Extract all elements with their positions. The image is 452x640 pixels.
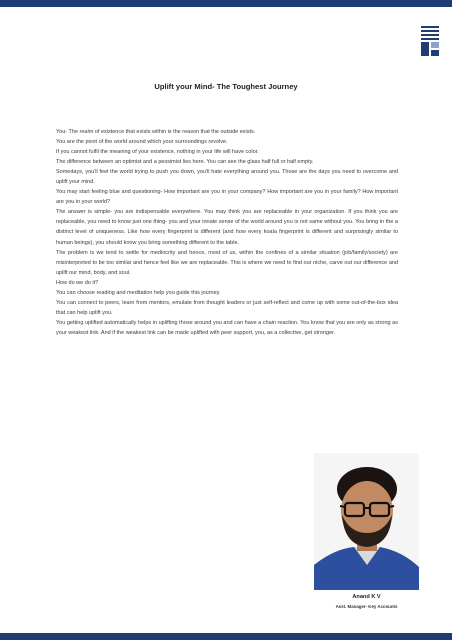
- article-paragraph: The answer is simple- you are indispensable everywhere. You may think you are replaceable in your organization. If you think you are replaceable, you need to know just one thing- you and your innate sense of the world around you is not same without you. You bring in the a distinct level of uniqueness. Like how every fingerprint is different (and how every koala fingerprint is different and surprisingly similar to human beings), you should know you bring something different to the table.: [56, 209, 398, 246]
- top-brand-bar: [0, 0, 452, 7]
- article-title: Uplift your Mind- The Toughest Journey: [154, 82, 298, 91]
- bottom-brand-bar: [0, 633, 452, 640]
- article-paragraph: Somedays, you'll feel the world trying to push you down, you'll hate everything around you. Those are the days you need to overcome and uplift your mind.: [56, 169, 398, 186]
- author-name: Anand K V: [352, 594, 381, 600]
- article-paragraph: You can choose reading and meditation help you guide this journey.: [56, 289, 221, 296]
- article-paragraph: You are the pivot of the world around which your surroundings revolve.: [56, 139, 228, 146]
- article-body: [56, 127, 398, 338]
- article-paragraph: How do we do it?: [56, 279, 99, 286]
- article-paragraph: You may start feeling blue and questioning- How important are you in your company? How important are you in your family? How important are you in your world?: [56, 189, 398, 206]
- author-photo: [314, 453, 419, 590]
- author-role: Asst. Manager- Key Accounts: [335, 604, 398, 609]
- article-paragraph: The problem is we tend to settle for mediocrity and hence, most of us, within the confines of a similar situation (job/family/society) are misinterpreted to be too similar and hence feel like we are replaceable. This is where we need to find our niche, carve out our difference and uplift our mind, body, and soul.: [56, 249, 398, 276]
- article-paragraph: You can connect to peers, learn from mentors, emulate from thought leaders or just self-reflect and come up with some out-of-the-box idea that can help uplift you.: [56, 299, 398, 316]
- article-paragraph: The difference between an optimist and a pessimist lies here. You can see the glass half full or half empty.: [56, 159, 314, 166]
- company-logo-icon: [419, 24, 441, 58]
- article-paragraph: You getting uplifted automatically helps in uplifting those around you and can have a chain reaction. You know that you are only as strong as your weakest link. And if the weakest link can be made uplifted with peer support, you, as a collective, get stronger.: [56, 319, 398, 336]
- article-paragraph: If you cannot fulfil the meaning of your existence, nothing in your life will have color.: [56, 149, 259, 156]
- article-paragraph: You- The realm of existence that exists within is the reason that the outside exists.: [56, 129, 256, 135]
